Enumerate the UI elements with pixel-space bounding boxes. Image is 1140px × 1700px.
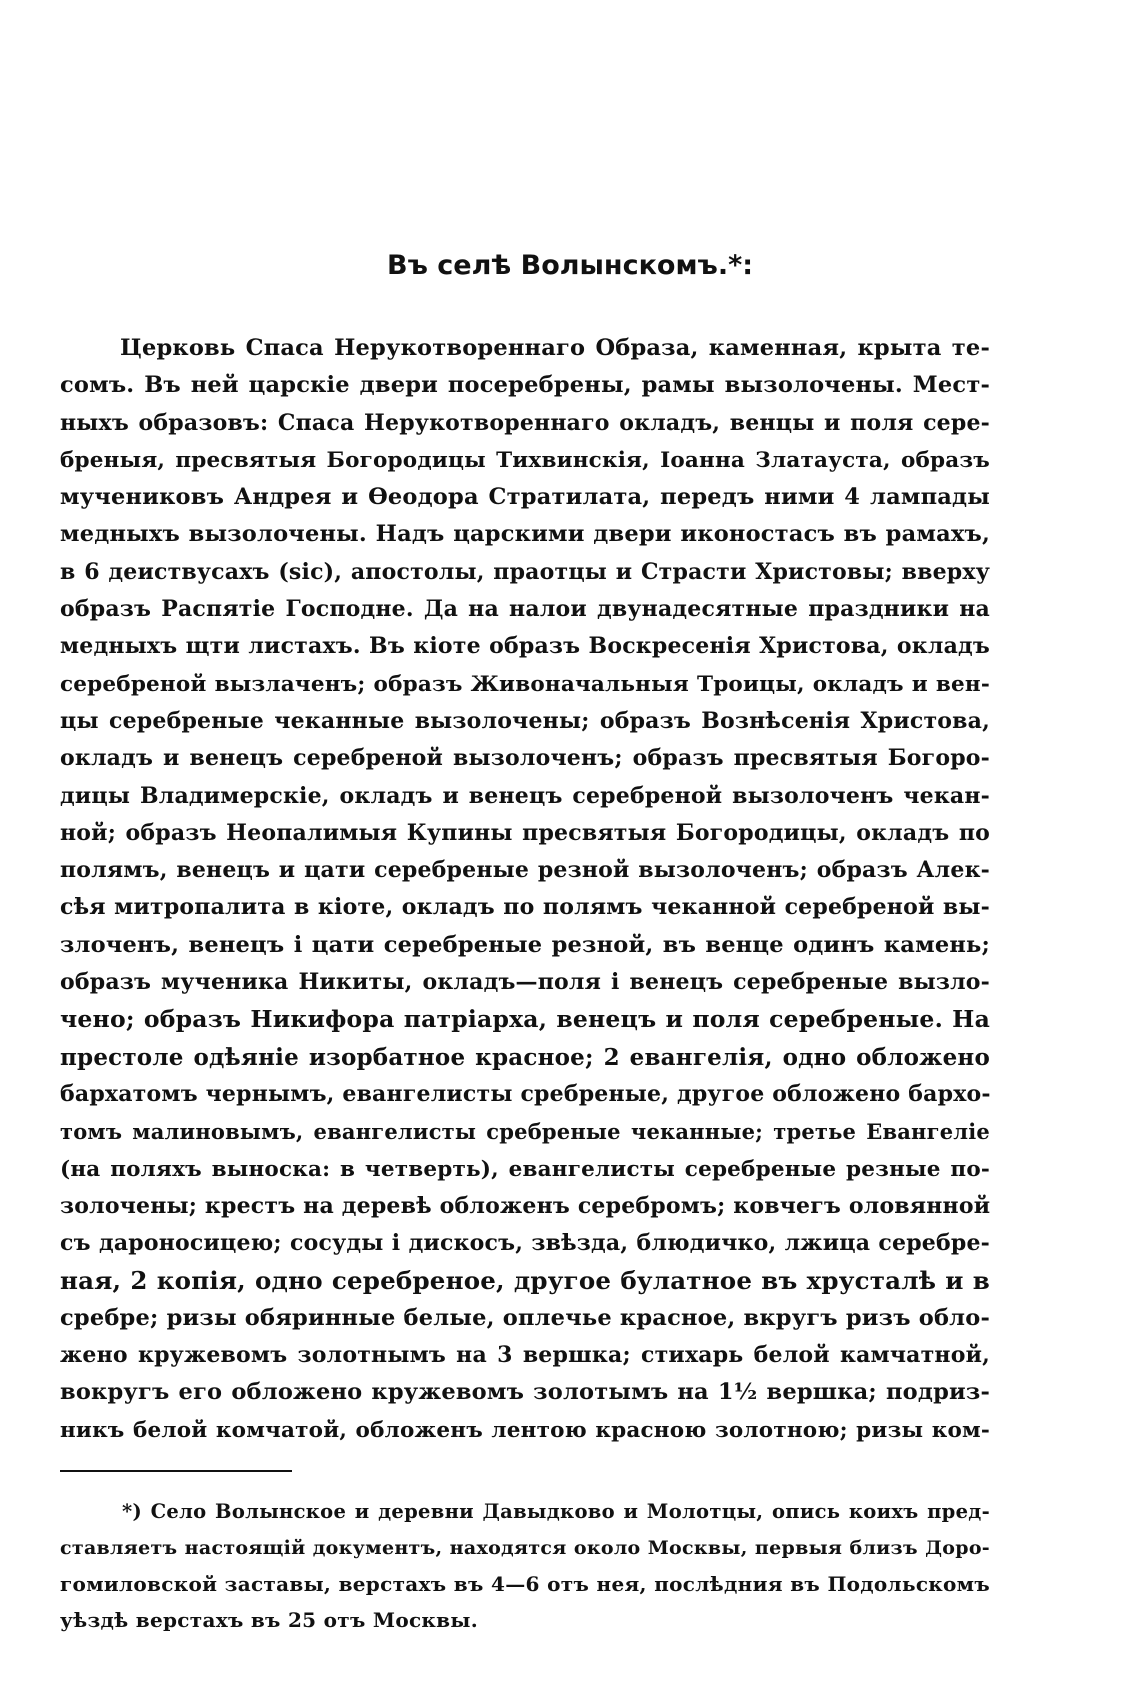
body-line: образъ мученика Никиты, окладъ—поля і венецъ серебреные вызло- [60,969,990,996]
body-line: цы серебреные чеканные вызолочены; образъ Вознѣсенія Христова, [60,707,990,734]
footnote-line: уѣздѣ верстахъ въ 25 отъ Москвы. [60,1608,478,1632]
body-line: Церковь Спаса Нерукотвореннаго Образа, каменная, крыта те- [120,335,990,361]
body-line: в 6 деиствусахъ (sic), апостолы, праотцы и Страсти Христовы; вверху [60,558,990,585]
body-line: образъ Распятіе Господне. Да на налои двунадесятные праздники на [60,596,990,623]
body-line: жено кружевомъ золотнымъ на 3 вершка; стихарь белой камчатной, [60,1342,990,1369]
body-line: чено; образъ Никифора патріарха, венецъ и поля серебреные. На [60,1005,990,1034]
body-line: злоченъ, венецъ і цати серебреные резной, въ венце одинъ камень; [60,931,990,958]
body-line: вокругъ его обложено кружевомъ золотымъ на 1½ вершка; подриз- [60,1379,990,1406]
body-line: (на поляхъ выноска: в четверть), евангелисты серебреные резные по- [60,1156,990,1182]
body-line: серебреной вызлаченъ; образъ Живоначальныя Троицы, окладъ и вен- [60,671,990,697]
body-line: томъ малиновымъ, евангелисты сребреные чеканные; третье Евангеліе [60,1119,990,1145]
footnote [60,1494,990,1638]
body-line: ной; образъ Неопалимыя Купины пресвятыя Богородицы, окладъ по [60,819,990,846]
body-line: полямъ, венецъ и цати серебреные резной вызолоченъ; образъ Алек- [60,857,990,884]
footnote-divider [60,1470,292,1472]
body-line: никъ белой комчатой, обложенъ лентою красною золотною; ризы ком- [60,1417,990,1443]
body-text [60,330,990,1449]
body-line: мучениковъ Андрея и Ѳеодора Стратилата, передъ ними 4 лампады [60,484,990,511]
body-line: окладъ и венецъ серебреной вызолоченъ; образъ пресвятыя Богоро- [60,745,990,772]
footnote-line: *) Село Волынское и деревни Давыдково и Молотцы, опись коихъ пред- [122,1500,990,1523]
body-line: престоле одѣяніе изорбатное красное; 2 евангелія, одно обложено [60,1043,990,1071]
body-line: сѣя митропалита в кіоте, окладъ по полямъ чеканной серебреной вы- [60,894,990,921]
body-line: золочены; крестъ на деревѣ обложенъ серебромъ; ковчегъ оловянной [60,1192,991,1219]
body-line: сребре; ризы обяринные белые, оплечье красное, вкругъ ризъ обло- [60,1304,990,1331]
body-line: бархатомъ чернымъ, евангелисты сребреные, другое обложено бархо- [60,1080,991,1107]
body-line: медныхъ щти листахъ. Въ кіоте образъ Воскресенія Христова, окладъ [60,633,990,660]
body-line: ныхъ образовъ: Спаса Нерукотвореннаго окладъ, венцы и поля сере- [60,409,990,436]
body-line: медныхъ вызолочены. Надъ царскими двери иконостасъ въ рамахъ, [60,521,990,548]
footnote-line: ставляетъ настоящій документъ, находятся около Москвы, первыя близъ Доро- [60,1537,990,1559]
body-line: бреныя, пресвятыя Богородицы Тихвинскія, Іоанна Златауста, образъ [60,447,990,473]
body-line: съ дароносицею; сосуды і дискосъ, звѣзда, блюдичко, лжица серебре- [60,1230,990,1257]
body-line: сомъ. Въ ней царскіе двери посеребрены, рамы вызолочены. Мест- [60,372,990,399]
footnote-line: гомиловской заставы, верстахъ въ 4—6 отъ нея, послѣдния въ Подольскомъ [60,1572,990,1596]
body-line: дицы Владимерскіе, окладъ и венецъ серебреной вызолоченъ чекан- [60,782,990,809]
page-heading: Въ селѣ Волынскомъ.*: [386,250,754,281]
body-line: ная, 2 копія, одно серебреное, другое булатное въ хрусталѣ и в [60,1266,990,1296]
